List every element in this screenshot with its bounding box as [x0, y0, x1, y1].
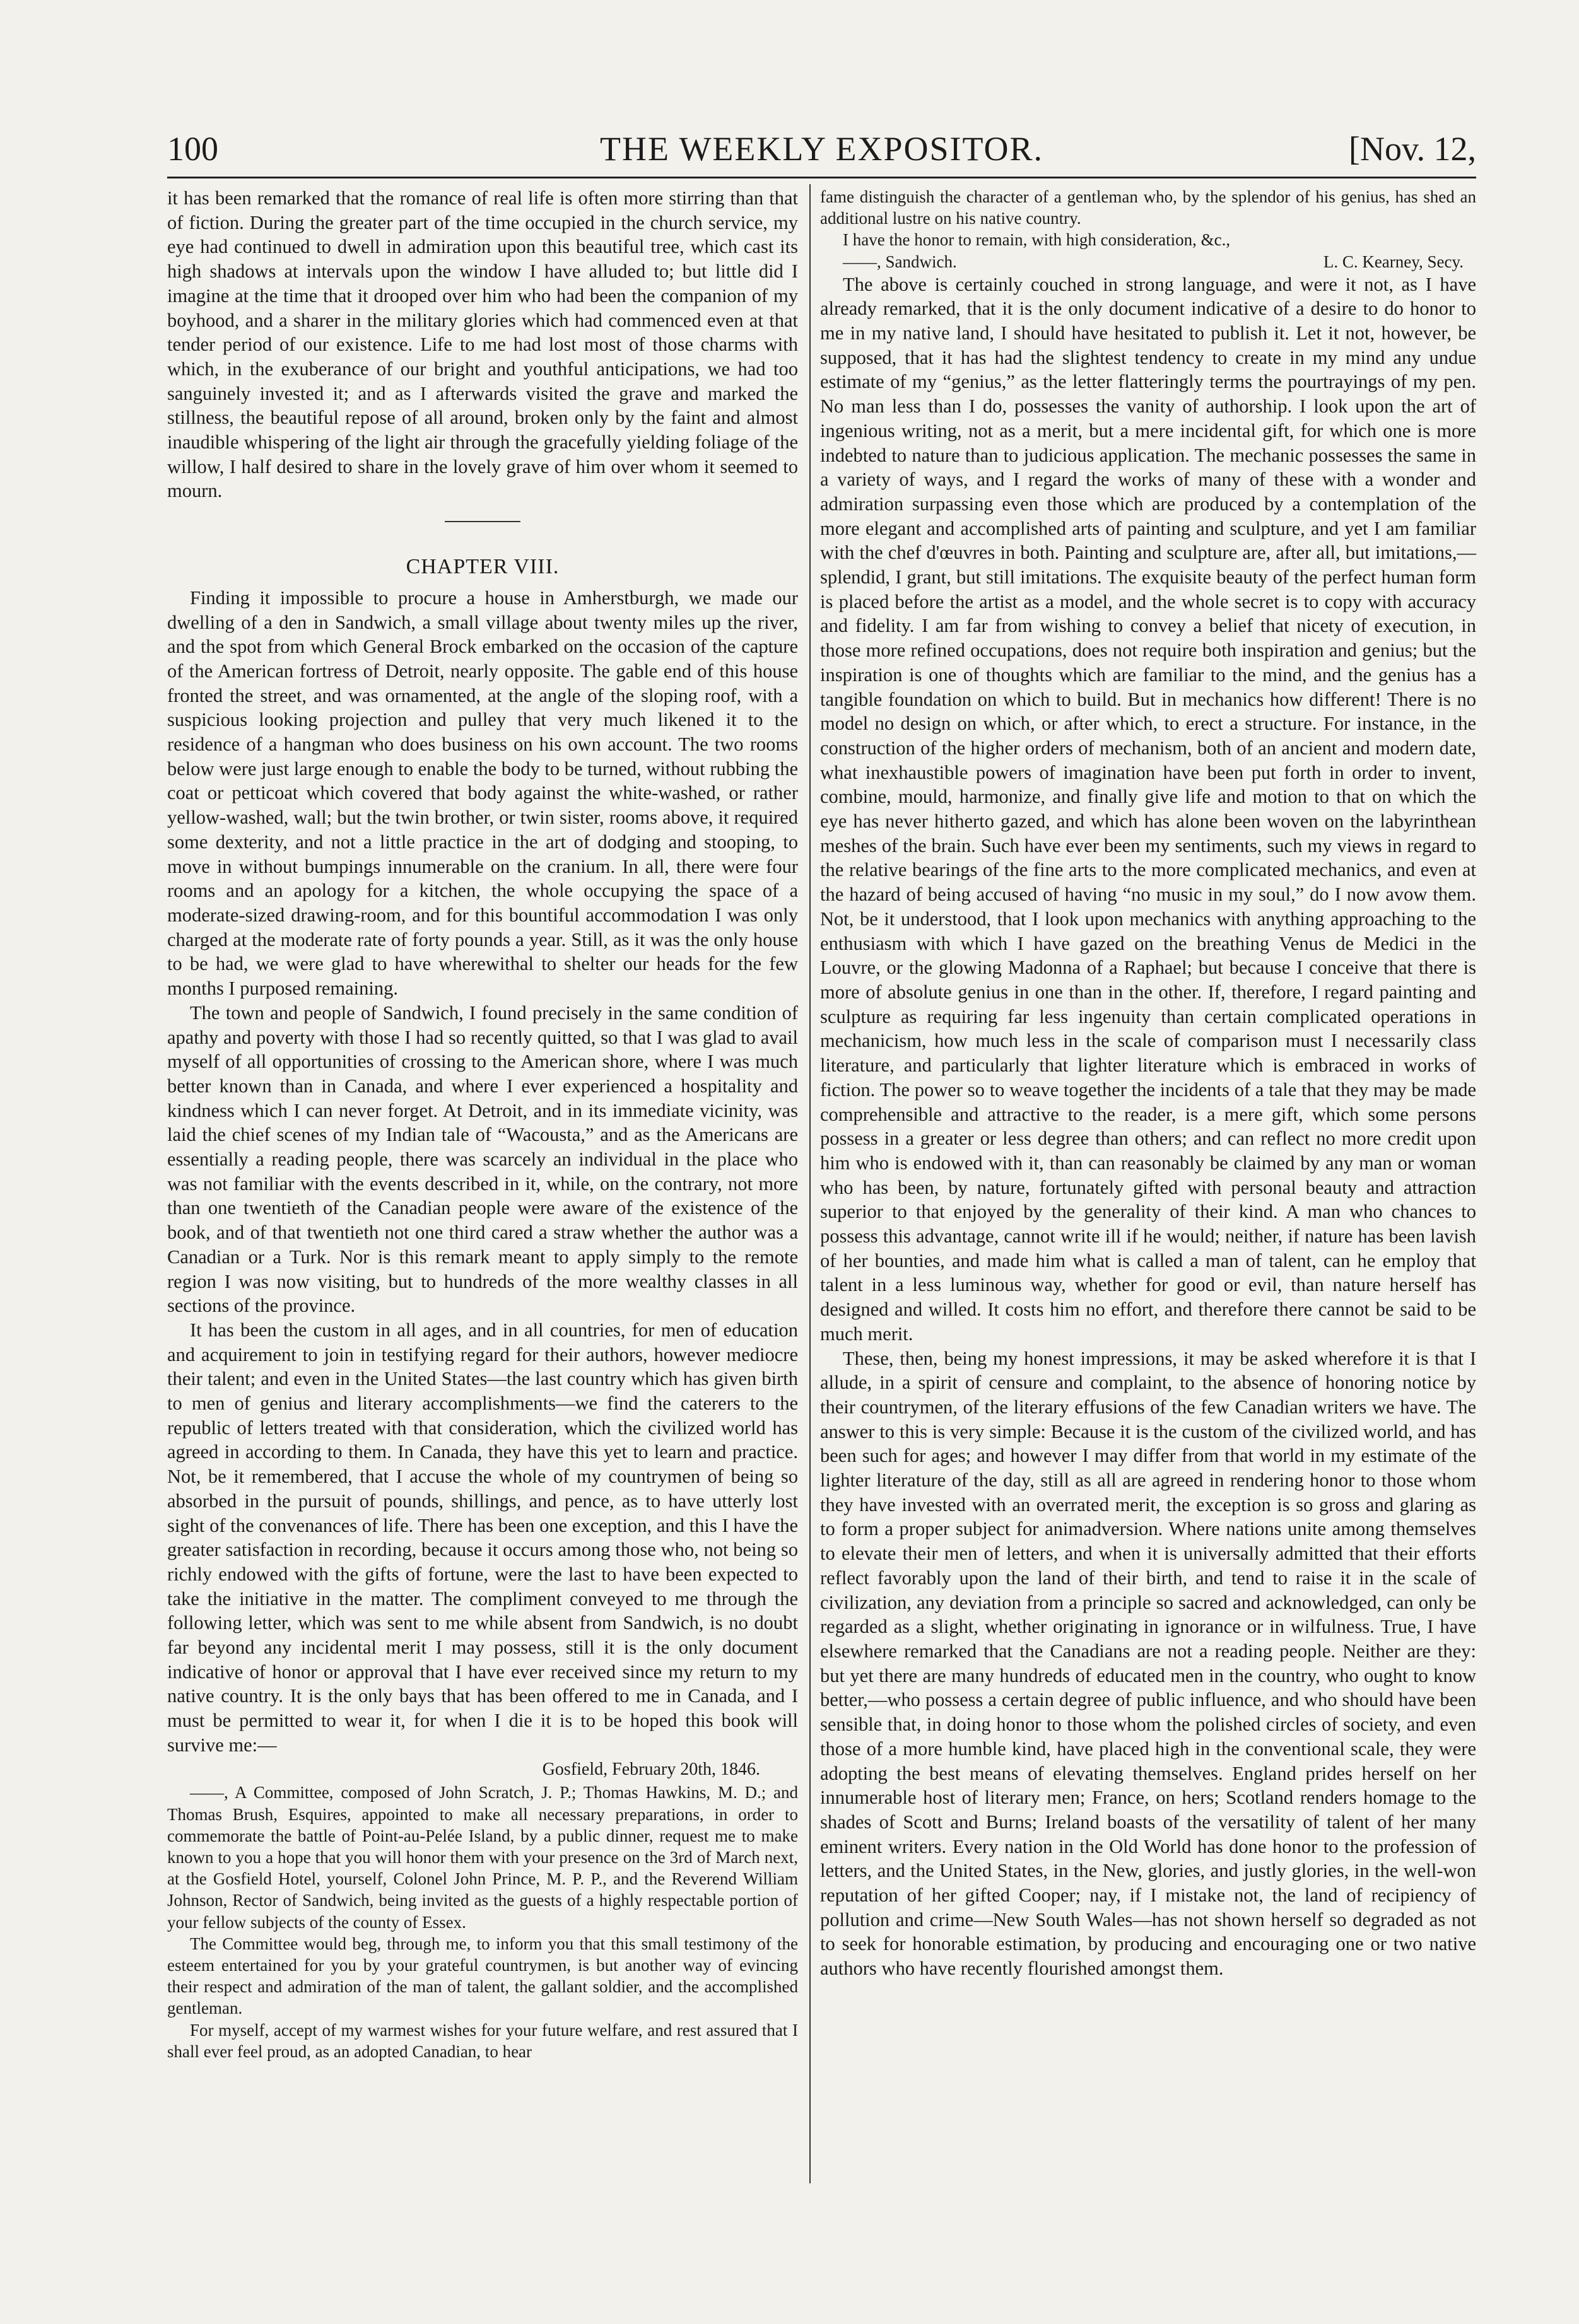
paragraph-town-people: The town and people of Sandwich, I found precisely in the same condition of apathy and poverty with those I had so recently quitted, so that I was glad to avail myself of all opportunities of crossing to the American shore, where I was much better known than in Canada, and where I ever experienced a hospitality and kindness which I can never forget. At Detroit, and in its immediate vicinity, was laid the chief scenes of my Indian tale of “Wacousta,” and as the Americans are essentially a reading people, there was scarcely an individual in the place who was not familiar with the events described in it, while, on the contrary, not more than one twentieth of the Canadian people were aware of the existence of the book, and of that twentieth not one third cared a straw whether the author was a Canadian or a Turk. Nor is this remark meant to apply simply to the remote region I was now visiting, but to hundreds of the more wealthy classes in all sections of the province. [167, 1001, 798, 1317]
paragraph-custom: It has been the custom in all ages, and in all countries, for men of education and acquirement to join in testifying regard for their authors, however mediocre their talent; and even in the United States—the last country which has given birth to men of genius and literary accomplishments—we find the caterers to the republic of letters treated with that consideration, which the civilized world has agreed in according to them. In Canada, they have this yet to learn and practice. Not, be it remembered, that I accuse the whole of my countrymen of being so absorbed in the pursuit of pounds, shillings, and pence, as to have utterly lost sight of the convenances of life. There has been one exception, and this I have the greater satisfaction in recording, because it occurs among those who, not being so richly endowed with the gifts of fortune, were the last to have been expected to take the initiative in the matter. The compliment conveyed to me through the following letter, which was sent to me while absent from Sandwich, is no doubt far beyond any incidental merit I may possess, still it is the only document indicative of honor or approval that I have ever received since my return to my native country. It is the only bays that has been offered to me in Canada, and I must be permitted to wear it, for when I die it is to be hoped this book will survive me:— [167, 1319, 798, 1756]
paragraph-sandwich-house: Finding it impossible to procure a house in Amherstburgh, we made our dwelling of a den in Sandwich, a small village about twenty miles up the river, and the spot from which General Brock embarked on the occasion of the capture of the American fortress of Detroit, nearly opposite. The gable end of this house fronted the street, and was ornamented, at the angle of the sloping roof, with a suspicious looking projection and pulley that very much likened it to the residence of a hangman who does business on his own account. The two rooms below were just large enough to enable the body to be turned, without rubbing the coat or petticoat which covered that body against the white-washed, or rather yellow-washed, wall; but the twin brother, or twin sister, rooms above, it required some dexterity, and not a little practice in the art of dodging and stooping, to move in without bumpings innumerable on the cranium. In all, there were four rooms and an apology for a kitchen, the whole occupying the space of a moderate-sized drawing-room, and for this bountiful accommodation I was only charged at the moderate rate of forty pounds a year. Still, as it was the only house to be had, we were glad to have wherewithal to shelter our heads for the few months I purposed remaining. [167, 587, 798, 1000]
page-header [167, 129, 1476, 173]
right-column [820, 186, 1476, 1981]
letter-paragraph-testimony: The Committee would beg, through me, to inform you that this small testimony of the esteem entertained for you by your grateful countrymen, is but another way of evincing their respect and admiration of the man of talent, the gallant soldier, and the accomplished gentleman. [167, 1934, 798, 2018]
letter-dateline: Gosfield, February 20th, 1846. [542, 1759, 760, 1779]
letter-paragraph-fame: fame distinguish the character of a gentleman who, by the splendor of his genius, has shed an additional lustre on his native country. [820, 187, 1476, 228]
chapter-heading: CHAPTER VIII. [406, 555, 560, 579]
section-rule [445, 521, 520, 522]
signature-name: L. C. Kearney, Secy. [1323, 252, 1464, 271]
letter-paragraph-committee: ——, A Committee, composed of John Scratch, J. P.; Thomas Hawkins, M. D.; and Thomas Brush, Esquires, appointed to make all necessary preparations, in order to commemorate the battle of Point-au-Pelée Island, by a public dinner, request me to make known to you a hope that you will honor them with your presence on the 3rd of March next, at the Gosfield Hotel, yourself, Colonel John Prince, M. P. P., and the Reverend William Johnson, Rector of Sandwich, being invited as the guests of a highly respectable portion of your fellow subjects of the county of Essex. [167, 1783, 798, 1932]
page-number: 100 [167, 130, 218, 168]
issue-date: [Nov. 12, [1349, 130, 1476, 168]
letter-closing: I have the honor to remain, with high consideration, &c., [843, 230, 1231, 250]
column-divider [809, 184, 811, 2183]
paragraph-willow: it has been remarked that the romance of real life is often more stirring than that of fiction. During the greater part of the time occupied in the church service, my eye had continued to dwell in admiration upon this beautiful tree, which cast its high shadows at intervals upon the window I have alluded to; but little did I imagine at the time that it drooped over him who had been the companion of my boyhood, and a sharer in the military glories which had commenced even at that tender period of our existence. Life to me had lost most of those charms with which, in the exuberance of our bright and youthful anticipations, we had too sanguinely invested it; and as I afterwards visited the grave and marked the stillness, the beautiful repose of all around, broken only by the faint and almost inaudible whispering of the light air through the gracefully yielding foliage of the willow, I half desired to share in the lovely grave of him over whom it seemed to mourn. [167, 187, 798, 502]
publication-title: THE WEEKLY EXPOSITOR. [599, 130, 1044, 168]
left-column [167, 186, 798, 2062]
signature-place: ——, Sandwich. [843, 252, 957, 271]
letter-paragraph-wishes: For myself, accept of my warmest wishes for your future welfare, and rest assured that I shall ever feel proud, as an adopted Canadian, to hear [167, 2020, 798, 2061]
letter-signature [820, 251, 1476, 272]
paragraph-impressions: These, then, being my honest impressions, it may be asked wherefore it is that I allude, in a spirit of censure and complaint, to the absence of honoring notice by their countrymen, of the literary effusions of the few Canadian writers we have. The answer to this is very simple: Because it is the custom of the civilized world, and has been such for ages; and however I may differ from that world in my estimate of the lighter literature of the day, still as all are agreed in rendering honor to those whom they have invested with an overrated merit, the exception is so gross and glaring as to form a proper subject for animadversion. Where nations unite among themselves to elevate their men of letters, and when it is universally admitted that their efforts reflect favorably upon the land of their birth, and tend to raise it in the scale of civilization, any deviation from a principle so sacred and acknowledged, can only be regarded as a slight, whether originating in ignorance or in wilfulness. True, I have elsewhere remarked that the Canadians are not a reading people. Neither are they: but yet there are many hundreds of educated men in the country, who ought to know better,—who possess a certain degree of public influence, and who should have been sensible that, in doing honor to those whom the polished circles of society, and even those of a more humble kind, have placed high in the conventional scale, they were adopting the best means of elevating themselves. England prides herself on her innumerable host of literary men; France, on hers; Scotland renders homage to the shades of Scott and Burns; Ireland boasts of the versatility of talent of her many eminent writers. Every nation in the Old World has done honor to the profession of letters, and the United States, in the New, glories, and justly glories, in the well-won reputation of her gifted Cooper; nay, if I mistake not, the land of recipiency of pollution and crime—New South Wales—has not shown herself so degraded as not to seek for honorable estimation, by producing and encouraging one or two native authors who have recently flourished amongst them. [820, 1347, 1476, 1980]
paragraph-genius: The above is certainly couched in strong language, and were it not, as I have already remarked, that it is the only document indicative of a desire to do honor to me in my native land, I should have hesitated to publish it. Let it not, however, be supposed, that it has had the slightest tendency to create in my mind any undue estimate of my “genius,” as the letter flatteringly terms the pourtrayings of my pen. No man less than I do, possesses the vanity of authorship. I look upon the art of ingenious writing, not as a merit, but a mere incidental gift, for which one is more indebted to nature than to judicious application. The mechanic possesses the same in a variety of ways, and I regard the works of many of these with a wonder and admiration surpassing even those which are produced by a contemplation of the more elegant and accomplished arts of painting and sculpture, and yet I am familiar with the chef d'œuvres in both. Painting and sculpture are, after all, but imitations,—splendid, I grant, but still imitations. The exquisite beauty of the perfect human form is placed before the artist as a model, and the whole secret is to copy with accuracy and fidelity. I am far from wishing to convey a belief that nicety of execution, in those more refined occupations, does not require both inspiration and genius; but the inspiration is one of thoughts which are familiar to the mind, and the genius has a tangible foundation on which to build. But in mechanics how different! There is no model no design on which, or after which, to erect a structure. For instance, in the construction of the higher orders of mechanism, both of an ancient and modern date, what inexhaustible powers of imagination have been put forth in order to invent, combine, mould, harmonize, and finally give life and motion to that on which the eye has never hitherto gazed, and which has alone been woven on the labyrinthean meshes of the brain. Such have ever been my sentiments, such my views in regard to the relative bearings of the fine arts to the more complicated mechanics, and even at the hazard of being accused of having “no music in my soul,” do I now avow them. Not, be it understood, that I look upon mechanics with anything approaching to the enthusiasm with which I have gazed on the breathing Venus de Medici in the Louvre, or the glowing Madonna of a Raphael; but because I conceive that there is more of absolute genius in one than in the other. If, therefore, I regard painting and sculpture as requiring far less ingenuity than certain complicated operations in mechanicism, how much less in the scale of comparison must I necessarily class literature, and particularly that lighter literature which is embraced in works of fiction. The power so to weave together the incidents of a tale that they may be made comprehensible and attractive to the reader, is a mere gift, which some persons possess in a greater or less degree than others; and can reflect no more credit upon him who is endowed with it, than can reasonably be claimed by any man or woman who has been, by nature, fortunately gifted with personal beauty and attraction superior to that enjoyed by the generality of their kind. A man who chances to possess this advantage, cannot write ill if he would; neither, if nature has been lavish of her bounties, and made him what is called a man of talent, can he employ that talent in a less luminous way, whether for good or evil, than nature herself has designed and willed. It costs him no effort, and therefore there cannot be said to be much merit. [820, 273, 1476, 1345]
header-rule [167, 177, 1476, 178]
